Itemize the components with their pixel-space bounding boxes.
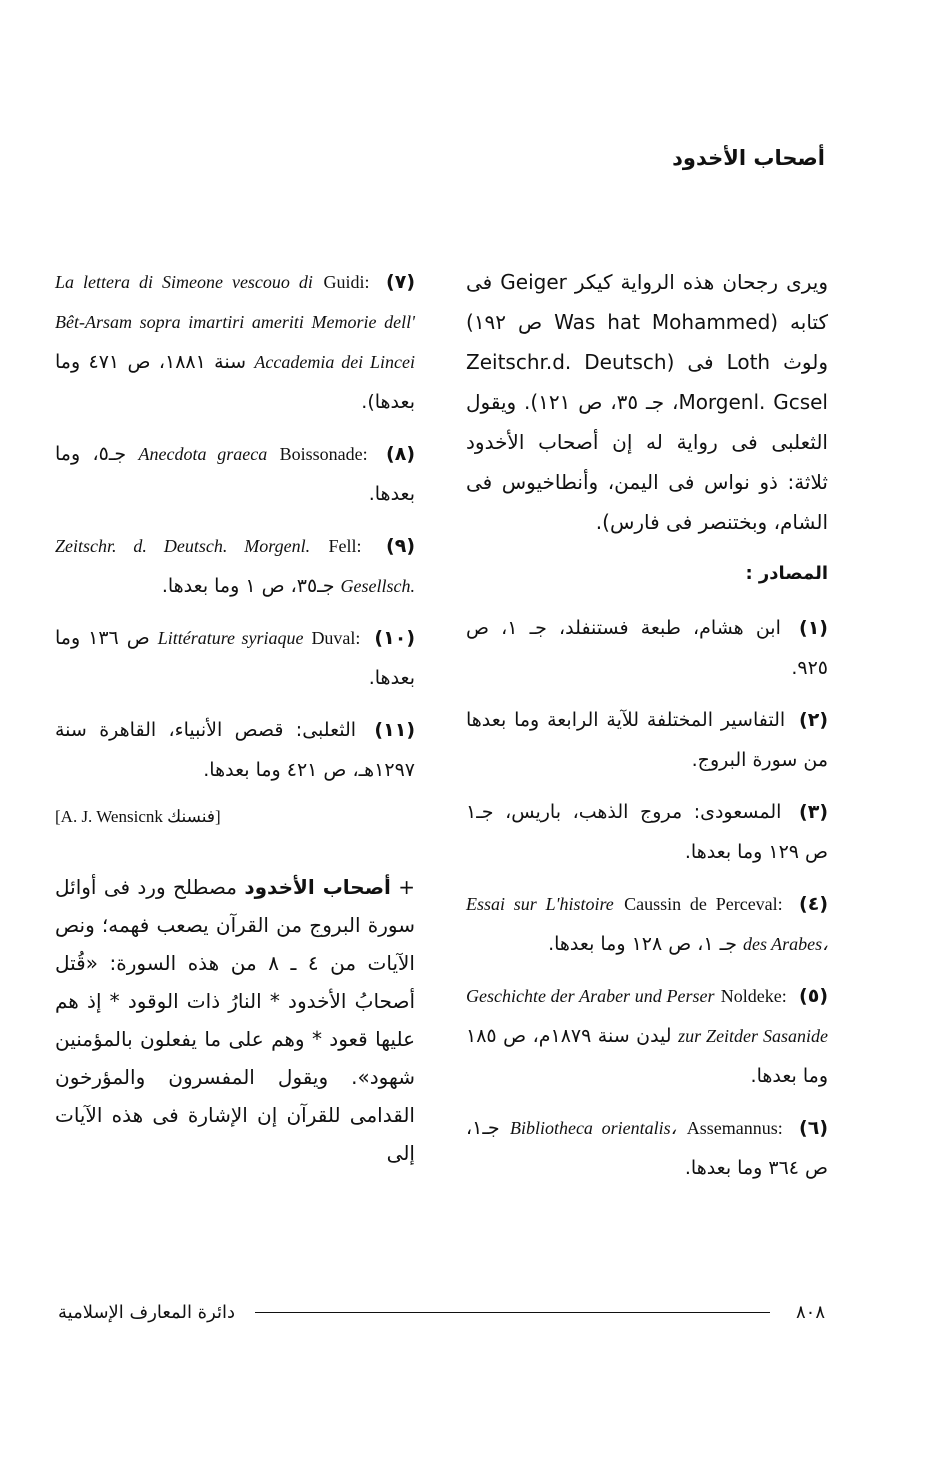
source-item-3: [466, 792, 828, 872]
source-number: (٤): [799, 893, 829, 915]
source-text: ليدن سنة ١٨٧٩م، ص ١٨٥ وما بعدها.: [466, 1025, 828, 1087]
source-number: (٢): [799, 709, 829, 731]
source-number: (١١): [374, 719, 415, 741]
source-item-7: [55, 262, 415, 422]
source-text: سنة ١٨٨١، ص ٤٧١ وما بعدها).: [55, 351, 415, 413]
source-number: (٨): [386, 443, 415, 465]
footer-publication-title: دائرة المعارف الإسلامية: [58, 1301, 236, 1323]
page-footer: [58, 1298, 825, 1326]
source-text: ص ١٣٦ وما بعدها.: [55, 627, 415, 689]
source-number: (٦): [799, 1117, 829, 1139]
source-text: جـ١، ص ٣٦٤ وما بعدها.: [466, 1117, 828, 1179]
source-number: (٧): [386, 271, 416, 293]
source-item-9: [55, 526, 415, 606]
source-title: Geschichte der Araber und Perser zur Zeitder Sasanide: [466, 986, 828, 1046]
page-header-title: أصحاب الأخدود: [672, 146, 825, 170]
source-number: (٩): [386, 535, 416, 557]
source-title: Bibliotheca orientalis،: [509, 1118, 677, 1138]
source-author: Noldeke:: [720, 986, 787, 1006]
source-item-5: [466, 976, 828, 1096]
source-author: Duval:: [311, 628, 361, 648]
source-number: (١): [799, 617, 828, 639]
source-number: (٥): [799, 985, 828, 1007]
source-text: جـ٣٥، ص ١ وما بعدها.: [161, 575, 335, 597]
source-author: Guidi:: [323, 272, 370, 292]
source-title: La lettera di Simeone vescouo di Bêt-Arsam sopra imartiri ameriti Memorie dell' Accademia dei Lincei: [55, 272, 416, 372]
source-item-11: [55, 710, 415, 790]
entry-marker: +: [398, 875, 416, 899]
left-column: [55, 262, 415, 1172]
source-item-2: [466, 700, 828, 780]
author-signature: [A. J. Wensicnk فنسنك]: [55, 807, 221, 826]
source-text: المسعودى: مروج الذهب، باريس، جـ١ ص ١٢٩ وما بعدها.: [466, 801, 828, 863]
source-item-8: [55, 434, 415, 514]
entry-text: مصطلح ورد فى أوائل سورة البروج من القرآن يصعب فهمه؛ ونص الآيات من ٤ ـ ٨ من هذه السورة: «قُتل أصحابُ الأخدود * النارُ ذات الوقود * إذ هم عليها قعود * وهم على ما يفعلون بالمؤمنين شهود». ويقول المفسرون والمؤرخون القدامى للقرآن إن الإشارة فى هذه الآيات إلى: [55, 875, 415, 1165]
source-item-10: [55, 618, 415, 698]
source-number: (١٠): [374, 627, 415, 649]
source-number: (٣): [799, 801, 828, 823]
source-title: Essai sur L'histoire des Arabes،: [466, 894, 828, 954]
source-text: الثعلبى: قصص الأنبياء، القاهرة سنة ١٢٩٧هـ، ص ٤٢١ وما بعدها.: [55, 719, 415, 781]
source-author: Caussin de Perceval:: [624, 894, 783, 914]
source-author: Assemannus:: [686, 1118, 783, 1138]
source-text: جـ ١، ص ١٢٨ وما بعدها.: [548, 933, 737, 955]
source-text: جـ٥، وما بعدها.: [55, 443, 415, 505]
source-title: Zeitschr. d. Deutsch. Morgenl. Gesellsch.: [55, 536, 415, 596]
source-author: Fell:: [328, 536, 362, 556]
source-title: Anecdota graeca: [138, 444, 268, 464]
source-item-1: [466, 608, 828, 688]
source-item-4: [466, 884, 828, 964]
sources-heading: المصادر :: [745, 563, 828, 584]
intro-paragraph: ويرى رجحان هذه الرواية كيكر Geiger فى كتابه (Was hat Mohammed ص ١٩٢) ولوث Loth فى (Zeitschr.d. Deutsch Morgenl. Gcsel، جـ ٣٥، ص ١٢١). ويقول الثعلبى فى رواية له إن أصحاب الأخدود ثلاثة: ذو نواس فى اليمن، وأنطاخيوس فى الشام، وبختنصر فى فارس).: [466, 270, 828, 534]
source-title: Littérature syriaque: [157, 628, 304, 648]
footer-rule: [255, 1312, 770, 1313]
source-text: التفاسير المختلفة للآية الرابعة وما بعدها من سورة البروج.: [466, 709, 828, 771]
source-item-6: [466, 1108, 828, 1188]
new-entry-paragraph: [55, 868, 415, 1172]
source-author: Boissonade:: [279, 444, 368, 464]
right-column: [466, 262, 828, 1200]
source-text: ابن هشام، طبعة فستنفلد، جـ ١، ص ٩٢٥.: [466, 617, 828, 679]
entry-head-term: أصحاب الأخدود: [244, 875, 391, 899]
footer-page-number: ٨٠٨: [795, 1301, 825, 1323]
